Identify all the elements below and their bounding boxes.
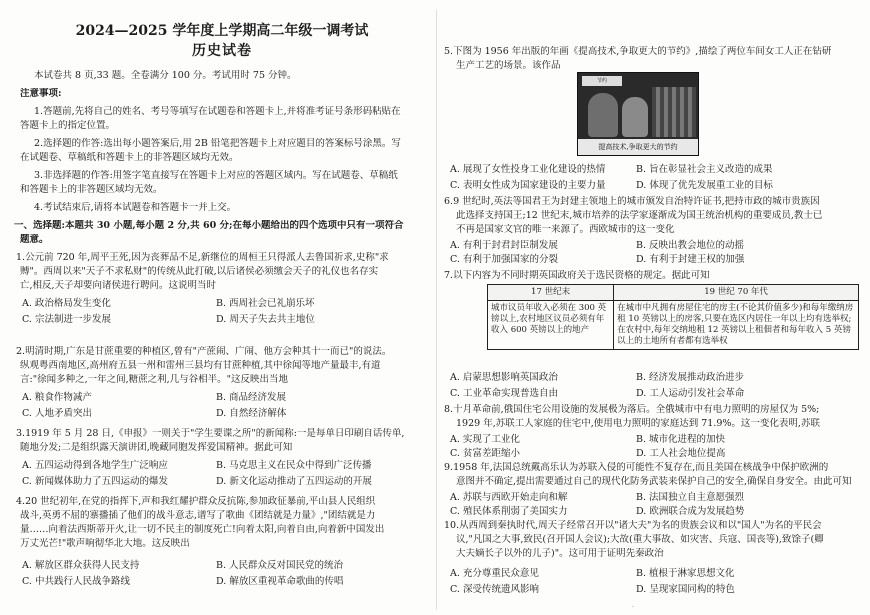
answer-option: B. 经济发展推动政治进步: [636, 372, 745, 383]
answer-option: C. 人地矛盾突出: [22, 408, 92, 419]
answer-option: D. 工人社会地位提高: [636, 448, 726, 459]
question-text-line: 和答题卡上的非答题区域均无效。: [20, 184, 163, 195]
question-text-line: 3.非选择题的作答:用签字笔直接写在答题卡上对应的答题区域内。写在试题卷、草稿纸: [34, 170, 398, 181]
question-text-line: 在试题卷、草稿纸和答题卡上的非答题区域均无效。: [20, 152, 239, 163]
answer-option: A. 五四运动得到各地学生广泛响应: [22, 460, 168, 471]
question-text-line: 生产工艺的场景。该作品: [456, 60, 561, 71]
answer-option: C. 表明女性成为国家建设的主要力量: [450, 180, 606, 191]
question-5-image: [577, 72, 699, 156]
answer-option: B. 城市化进程的加快: [636, 434, 726, 445]
question-text-line: 3.1919 年 5 月 28 日,《申报》一则关于"学生要谍之所"的新闻称:一是每单日印刷自话传单,: [16, 428, 405, 439]
answer-option: C. 贫富差距缩小: [450, 448, 520, 459]
question-text-line: 本试卷共 8 页,33 题。全卷满分 100 分。考试用时 75 分钟。: [34, 70, 297, 81]
machine-graphic: [652, 87, 696, 137]
question-text-line: 亡,相反,天子却要向诸侯进行聘问。这说明当时: [20, 280, 217, 291]
answer-option: D. 周天子失去共主地位: [216, 314, 315, 325]
question-7-table: [487, 284, 859, 350]
question-text-line: 大夫嫡长子以外的儿子)"。这可用于证明先秦政治: [456, 548, 664, 559]
question-text-line: 10.从西周到秦执时代,周天子经常召开以"诸大夫"为名的贵族会议和以"国人"为名的平民会: [444, 520, 822, 531]
question-text-line: 赙"。西周以来"天子不求私财"的传统从此打破,以后诸侯必须缴会天子的礼仪也名存实: [20, 266, 379, 277]
question-text-line: 5.下图为 1956 年出版的年画《提高技术,争取更大的节约》,描绘了两位车间女工人正在钻研: [444, 46, 832, 57]
question-text-line: 2.明清时期,广东是甘蔗重要的种植区,曾有"产蔗闹、广闹、他方会种其十一而已"的说法。: [16, 346, 392, 357]
answer-option: B. 法国独立自主意愿强烈: [636, 492, 745, 503]
answer-option: B. 商品经济发展: [216, 392, 287, 403]
image-banner: 节约: [582, 76, 622, 86]
table-header-row: [488, 285, 859, 301]
question-text-line: 1.答题前,先将自己的姓名、考号等填写在试题卷和答题卡上,并将准考证号条形码粘贴在: [34, 106, 401, 117]
question-text-line: 1.公元前 720 年,周平王死,因为丧葬品不足,新继位的周桓王只得派人去鲁国祈求,史称"求: [16, 252, 389, 263]
question-text-line: 此选择支持国王;12 世纪末,城市培养的法学家逐渐成为国王统治机构的重要成员,教士已: [456, 210, 823, 221]
question-text-line: 4.20 世纪初年,在党的指挥下,声和我红耀护群众反抗陈,参加政征暴前,平山县人民组织: [16, 496, 376, 507]
answer-option: A. 解放区群众获得人民支持: [22, 560, 140, 571]
answer-option: C. 宗法制进一步发展: [22, 314, 111, 325]
answer-option: B. 马克思主义在民众中得到广泛传播: [216, 460, 372, 471]
worker-figure-2: [622, 97, 648, 137]
answer-option: A. 政治格局发生变化: [22, 298, 111, 309]
answer-option: C. 工业革命实现普选自由: [450, 388, 558, 399]
exam-title: 2024—2025 学年度上学期高二年级一调考试: [75, 23, 369, 39]
page-marker: ·: [632, 604, 634, 611]
answer-option: A. 展现了女性投身工业化建设的热情: [450, 164, 606, 175]
answer-option: D. 自然经济解体: [216, 408, 287, 419]
answer-option: C. 中共践行人民战争路线: [22, 576, 130, 587]
question-text-line: 一、选择题:本题共 30 小题,每小题 2 分,共 60 分;在每小题给出的四个选项中只有一项符合: [14, 220, 404, 231]
question-text-line: 题意。: [20, 234, 49, 245]
question-text-line: 随地分发;二是组织露天演讲团,晚藏同胞发挥爱国精神。据此可知: [20, 442, 293, 453]
question-text-line: 2.选择题的作答:选出每小题答案后,用 2B 铅笔把答题卡上对应题目的答案标号涂黑。写: [34, 138, 401, 149]
answer-option: B. 西周社会已礼崩乐坏: [216, 298, 315, 309]
answer-option: D. 有利于封建王权的加强: [636, 254, 745, 265]
answer-option: D. 呈现家国同构的特色: [636, 584, 735, 595]
answer-option: B. 反映出教会地位的动摇: [636, 240, 745, 251]
question-text-line: 万丈光芒!"歌声响彻华北大地。这反映出: [20, 538, 190, 549]
question-text-line: 1929 年,苏联工人家庭的住宅中,使用电力照明的家庭达到 71.9%。这一变化表明,苏联: [456, 418, 820, 429]
answer-option: A. 苏联与西欧开始走向和解: [450, 492, 568, 503]
table-cell: 在城市中凡拥有房屋住宅的房主(不论其价值多少)和每年缴纳房租 10 英镑以上的房客,只要在选区内居住一年以上均有选举权;在农村中,每年交纳地租 12 英镑以上租佃者和每年收入 5 英镑以上的土地所有者都有选举权: [614, 301, 859, 350]
question-text-line: 量……向着法西斯蒂开火,让一切不民主的制度死亡!向着太阳,向着自由,向着新中国发出: [20, 524, 385, 535]
question-text-line: 9.1958 年,法国总统戴高乐认为苏联入侵的可能性不复存在,而且美国在核战争中保护欧洲的: [444, 462, 829, 473]
answer-option: C. 有利于加强国家的分裂: [450, 254, 558, 265]
answer-option: C. 深受传统遗风影响: [450, 584, 539, 595]
answer-option: B. 旨在彰显社会主义改造的成果: [636, 164, 773, 175]
question-text-line: 注意事项:: [20, 88, 62, 99]
question-text-line: 答题卡上的指定位置。: [20, 120, 116, 131]
answer-option: B. 人民群众反对国民党的统治: [216, 560, 344, 571]
table-header: 17 世纪末: [488, 285, 614, 301]
answer-option: D. 解放区重视革命歌曲的传唱: [216, 576, 344, 587]
question-text-line: 不再是国家文官的唯一来源了。西欧城市的这一变化: [456, 224, 675, 235]
answer-option: D. 工人运动引发社会革命: [636, 388, 745, 399]
image-caption: 提高技术,争取更大的节约: [578, 139, 698, 155]
table-header: 19 世纪 70 年代: [614, 285, 859, 301]
answer-option: B. 植根于淋家思想文化: [636, 568, 735, 579]
question-text-line: 言:"徐闻多种之,一年之间,糖蔗之利,几与谷相半。"这反映出当地: [20, 374, 289, 385]
question-text-line: 战斗,英勇不屈的寨播插了他们的战斗意志,谱写了歌曲《团结就是力量》,"团结就是力: [20, 510, 376, 521]
question-text-line: 6.9 世纪时,英法等国君王为封建主领地上的城市颁发自治特许证书,把持市政的城市贵族因: [444, 196, 820, 207]
exam-subject: 历史试卷: [192, 43, 252, 59]
answer-option: C. 新闻媒体助力了五四运动的爆发: [22, 476, 168, 487]
question-text-line: 7.以下内容为不同时期英国政府关于选民资格的规定。据此可知: [444, 270, 710, 281]
answer-option: A. 启蒙思想影响英国政治: [450, 372, 558, 383]
answer-option: A. 实现了工业化: [450, 434, 520, 445]
answer-option: D. 体现了优先发展重工业的目标: [636, 180, 773, 191]
answer-option: A. 有利于封君封臣制发展: [450, 240, 558, 251]
column-divider: [436, 10, 437, 610]
table-row: [488, 301, 859, 350]
answer-option: D. 欧洲联合成为发展趋势: [636, 506, 745, 517]
question-text-line: 意图并不确定,提出需要通过自己的现代化防务武装来保护自己的安全,确保自身安全。由此可知: [456, 476, 852, 487]
worker-figure-1: [588, 93, 618, 137]
answer-option: C. 殖民体系削弱了美国实力: [450, 506, 568, 517]
answer-option: D. 新文化运动推动了五四运动的开展: [216, 476, 372, 487]
question-text-line: 8.十月革命前,俄国住宅公用设施的发展极为落后。全俄城市中有电力照明的房屋仅为 5%;: [444, 404, 820, 415]
question-text-line: 议,"凡国之大事,致民(召开国人会议);大故(重大事故、如灾害、兵寇、国丧等),致馀子(卿: [456, 534, 824, 545]
question-text-line: 4.考试结束后,请将本试题卷和答题卡一并上交。: [34, 202, 237, 213]
table-cell: 城市议员年收入必须在 300 英镑以上,农村地区议员必须有年收入 600 英镑以上的地产: [488, 301, 614, 350]
answer-option: A. 充分尊重民众意见: [450, 568, 539, 579]
answer-option: A. 粮食作物减产: [22, 392, 92, 403]
question-text-line: 纵观粤西南地区,高州府五县一州和雷州三县均有甘蔗种植,其中徐闻等地产量最丰,有道: [20, 360, 381, 371]
